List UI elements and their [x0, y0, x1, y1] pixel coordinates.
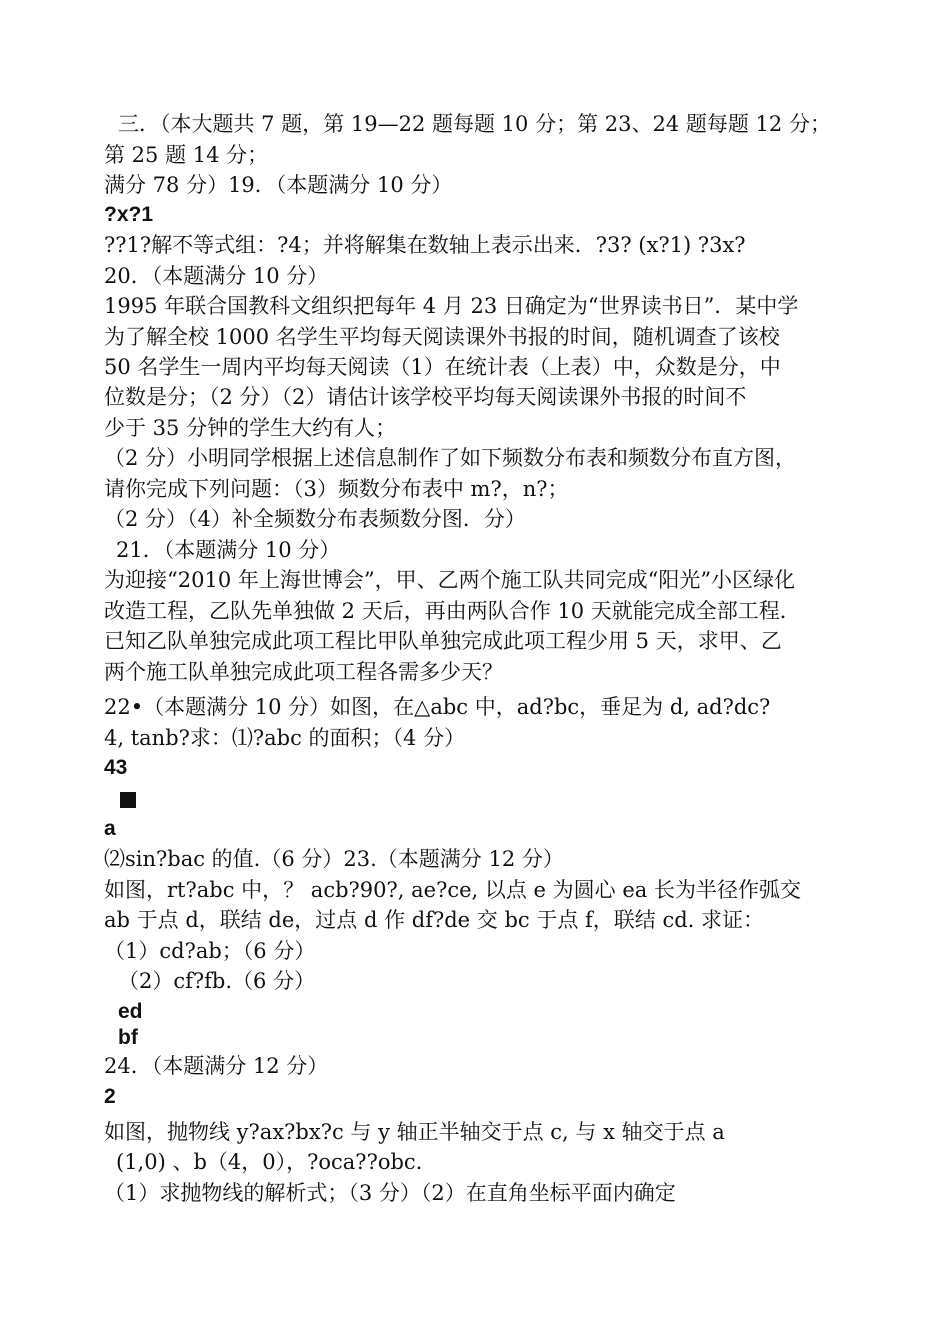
q20-body-line: 位数是分；（2 分）（2）请估计该学校平均每天阅读课外书报的时间不	[104, 385, 747, 409]
q19-body: ??1?解不等式组：?4；并将解集在数轴上表示出来．?3? (x?1) ?3x?	[104, 233, 746, 257]
q24-body-line: 如图，抛物线 y?ax?bx?c 与 y 轴正半轴交于点 c, 与 x 轴交于点 a	[104, 1120, 725, 1144]
q21-body-line: 两个施工队单独完成此项工程各需多少天？	[104, 660, 503, 684]
q20-body-line: 为了解全校 1000 名学生平均每天阅读课外书报的时间，随机调查了该校	[104, 325, 780, 349]
q20-body-line: 请你完成下列问题：（3）频数分布表中 m?，n?；	[104, 477, 569, 501]
q23-part1: （1）cd?ab；（6 分）	[104, 939, 316, 963]
section-three-header: 三．（本大题共 7 题，第 19—22 题每题 10 分；第 23、24 题每题 12 分；	[118, 112, 831, 136]
q21-body-line: 为迎接“2010 年上海世博会”，甲、乙两个施工队共同完成“阳光”小区绿化	[104, 568, 796, 592]
q19-header: 满分 78 分）19．（本题满分 10 分）	[104, 173, 453, 197]
q21-header: 21．（本题满分 10 分）	[116, 538, 341, 562]
figure-placeholder-row	[104, 783, 894, 813]
q21-body-line: 改造工程，乙队先单独做 2 天后，再由两队合作 10 天就能完成全部工程．	[104, 599, 801, 623]
figure-marker-square	[120, 792, 136, 808]
q20-body-line: （2 分）小明同学根据上述信息制作了如下频数分布表和频数分布直方图，	[104, 446, 797, 470]
q22-body-line: 4, tanb?求：⑴?abc 的面积；（4 分）	[104, 726, 466, 750]
q24-header: 24．（本题满分 12 分）	[104, 1054, 329, 1078]
q20-body-line: 50 名学生一周内平均每天阅读（1）在统计表（上表）中，众数是分，中	[104, 355, 781, 379]
q23-body-line: 如图，rt?abc 中，？ acb?90?, ae?ce, 以点 e 为圆心 ea 长为半径作弧交	[104, 878, 801, 902]
q21-body-line: 已知乙队单独完成此项工程比甲队单独完成此项工程少用 5 天，求甲、乙	[104, 629, 782, 653]
q20-body-line: 1995 年联合国教科文组织把每年 4 月 23 日确定为“世界读书日”．某中学	[104, 294, 799, 318]
q22-q23-line: ⑵sin?bac 的值.（6 分）23.（本题满分 12 分）	[104, 847, 564, 871]
q24-body-line: （1）求抛物线的解析式；（3 分）（2）在直角坐标平面内确定	[104, 1181, 676, 1205]
figure-label-bf: bf	[118, 1026, 138, 1049]
q24-body-line: (1,0) 、b（4，0），?oca??obc.	[116, 1150, 423, 1174]
figure-label-ed: ed	[118, 1000, 143, 1023]
q20-body-line: 少于 35 分钟的学生大约有人；	[104, 416, 397, 440]
q19-fragment: ?x?1	[104, 203, 154, 226]
q23-part2: （2）cf?fb.（6 分）	[118, 969, 316, 993]
q20-header: 20．（本题满分 10 分）	[104, 264, 329, 288]
q20-body-line: （2 分）（4）补全频数分布表频数分图．分）	[104, 507, 526, 531]
figure-label-a: a	[104, 817, 116, 840]
section-three-header-cont: 第 25 题 14 分；	[104, 143, 269, 167]
q24-fragment: 2	[104, 1085, 116, 1108]
q22-fragment: 43	[104, 756, 128, 779]
q22-header: 22•（本题满分 10 分）如图，在△abc 中，ad?bc，垂足为 d, ad?dc?	[104, 695, 771, 719]
q23-body-line: ab 于点 d，联结 de，过点 d 作 df?de 交 bc 于点 f，联结 cd. 求证：	[104, 908, 765, 932]
